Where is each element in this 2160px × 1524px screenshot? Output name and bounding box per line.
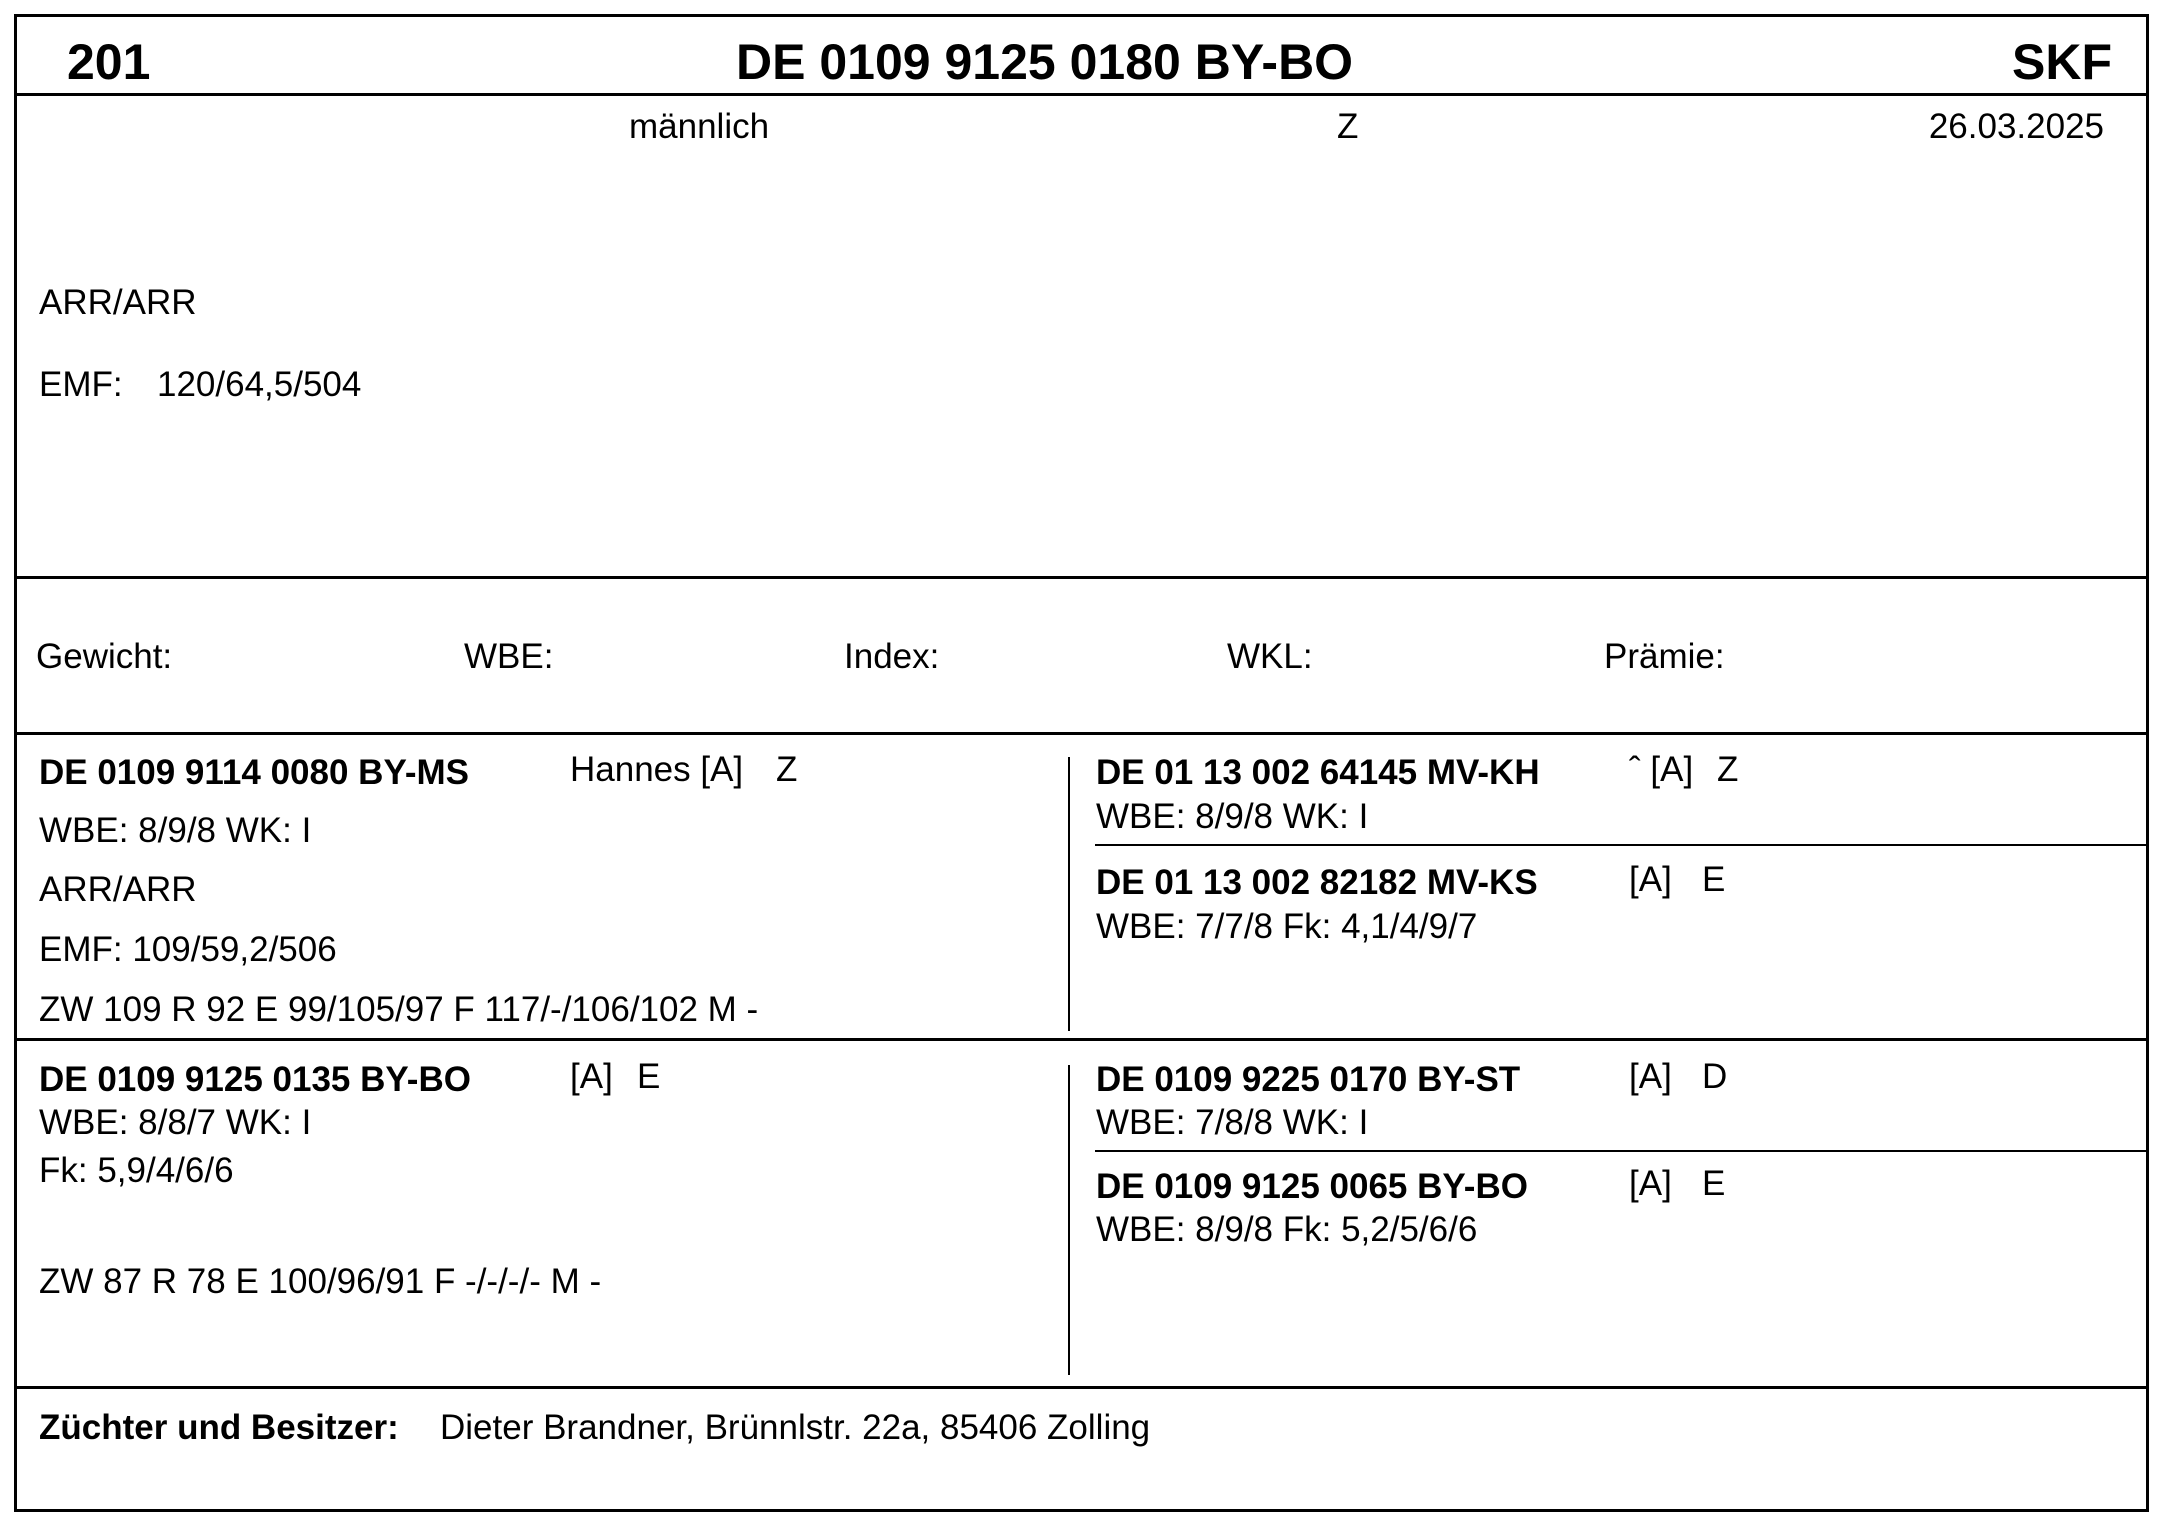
breeder-value: Dieter Brandner, Brünnlstr. 22a, 85406 Zolling xyxy=(440,1408,1151,1447)
dam-fk: Fk: 5,9/4/6/6 xyxy=(39,1151,234,1190)
sire-dam-wbe: WBE: 7/7/8 Fk: 4,1/4/9/7 xyxy=(1096,907,1478,946)
dam-id: DE 0109 9125 0135 BY-BO xyxy=(39,1060,471,1099)
animal-id: DE 0109 9125 0180 BY-BO xyxy=(736,34,1354,90)
sire-sire-class: Z xyxy=(1717,750,1739,789)
dam-class: E xyxy=(637,1057,661,1096)
class-value: Z xyxy=(1337,107,1359,146)
pedigree-divider xyxy=(17,1038,2146,1041)
dam-dam-wbe: WBE: 8/9/8 Fk: 5,2/5/6/6 xyxy=(1096,1210,1478,1249)
info-divider xyxy=(17,576,2146,579)
index-label: Index: xyxy=(844,637,940,676)
sire-sire-tag: ˆ [A] xyxy=(1629,750,1694,789)
sire-id: DE 0109 9114 0080 BY-MS xyxy=(39,753,470,792)
catalog-card xyxy=(14,14,2149,1512)
breeder-label: Züchter und Besitzer: xyxy=(39,1408,399,1447)
date-value: 26.03.2025 xyxy=(1928,107,2104,146)
sire-sire-id: DE 01 13 002 64145 MV-KH xyxy=(1096,753,1540,792)
sire-zw: ZW 109 R 92 E 99/105/97 F 117/-/106/102 M - xyxy=(39,990,759,1029)
praemie-label: Prämie: xyxy=(1604,637,1725,676)
wbe-label: WBE: xyxy=(464,637,554,676)
sire-genotype: ARR/ARR xyxy=(39,870,197,909)
dam-sire-class: D xyxy=(1702,1057,1728,1096)
sire-sire-wbe: WBE: 8/9/8 WK: I xyxy=(1096,797,1369,836)
sire-dam-id: DE 01 13 002 82182 MV-KS xyxy=(1096,863,1538,902)
sire-name-tag: Hannes [A] xyxy=(570,750,744,789)
genotype-value: ARR/ARR xyxy=(39,283,197,322)
footer-divider xyxy=(17,1386,2146,1389)
sire-dam-class: E xyxy=(1702,860,1726,899)
dam-dam-tag: [A] xyxy=(1629,1164,1672,1203)
sire-wbe: WBE: 8/9/8 WK: I xyxy=(39,811,312,850)
dam-tag: [A] xyxy=(570,1057,613,1096)
dam-zw: ZW 87 R 78 E 100/96/91 F -/-/-/- M - xyxy=(39,1262,602,1301)
weight-label: Gewicht: xyxy=(36,637,173,676)
emf-label: EMF: xyxy=(39,365,123,404)
sire-column-divider xyxy=(1068,757,1070,1031)
dam-wbe: WBE: 8/8/7 WK: I xyxy=(39,1103,312,1142)
metrics-divider xyxy=(17,732,2146,735)
dam-sire-tag: [A] xyxy=(1629,1057,1672,1096)
sire-dam-tag: [A] xyxy=(1629,860,1672,899)
dam-sire-id: DE 0109 9225 0170 BY-ST xyxy=(1096,1060,1521,1099)
header-divider xyxy=(17,93,2146,96)
dam-column-divider xyxy=(1068,1065,1070,1375)
wkl-label: WKL: xyxy=(1227,637,1313,676)
dam-sire-wbe: WBE: 7/8/8 WK: I xyxy=(1096,1103,1369,1142)
dam-grandparents-divider xyxy=(1095,1150,2146,1152)
dam-dam-id: DE 0109 9125 0065 BY-BO xyxy=(1096,1167,1528,1206)
breed-code: SKF xyxy=(2012,34,2112,90)
sex-value: männlich xyxy=(629,107,770,146)
catalog-number: 201 xyxy=(67,34,151,90)
dam-dam-class: E xyxy=(1702,1164,1726,1203)
sire-emf: EMF: 109/59,2/506 xyxy=(39,930,337,969)
sire-grandparents-divider xyxy=(1095,844,2146,846)
emf-value: 120/64,5/504 xyxy=(157,365,362,404)
sire-class: Z xyxy=(776,750,798,789)
